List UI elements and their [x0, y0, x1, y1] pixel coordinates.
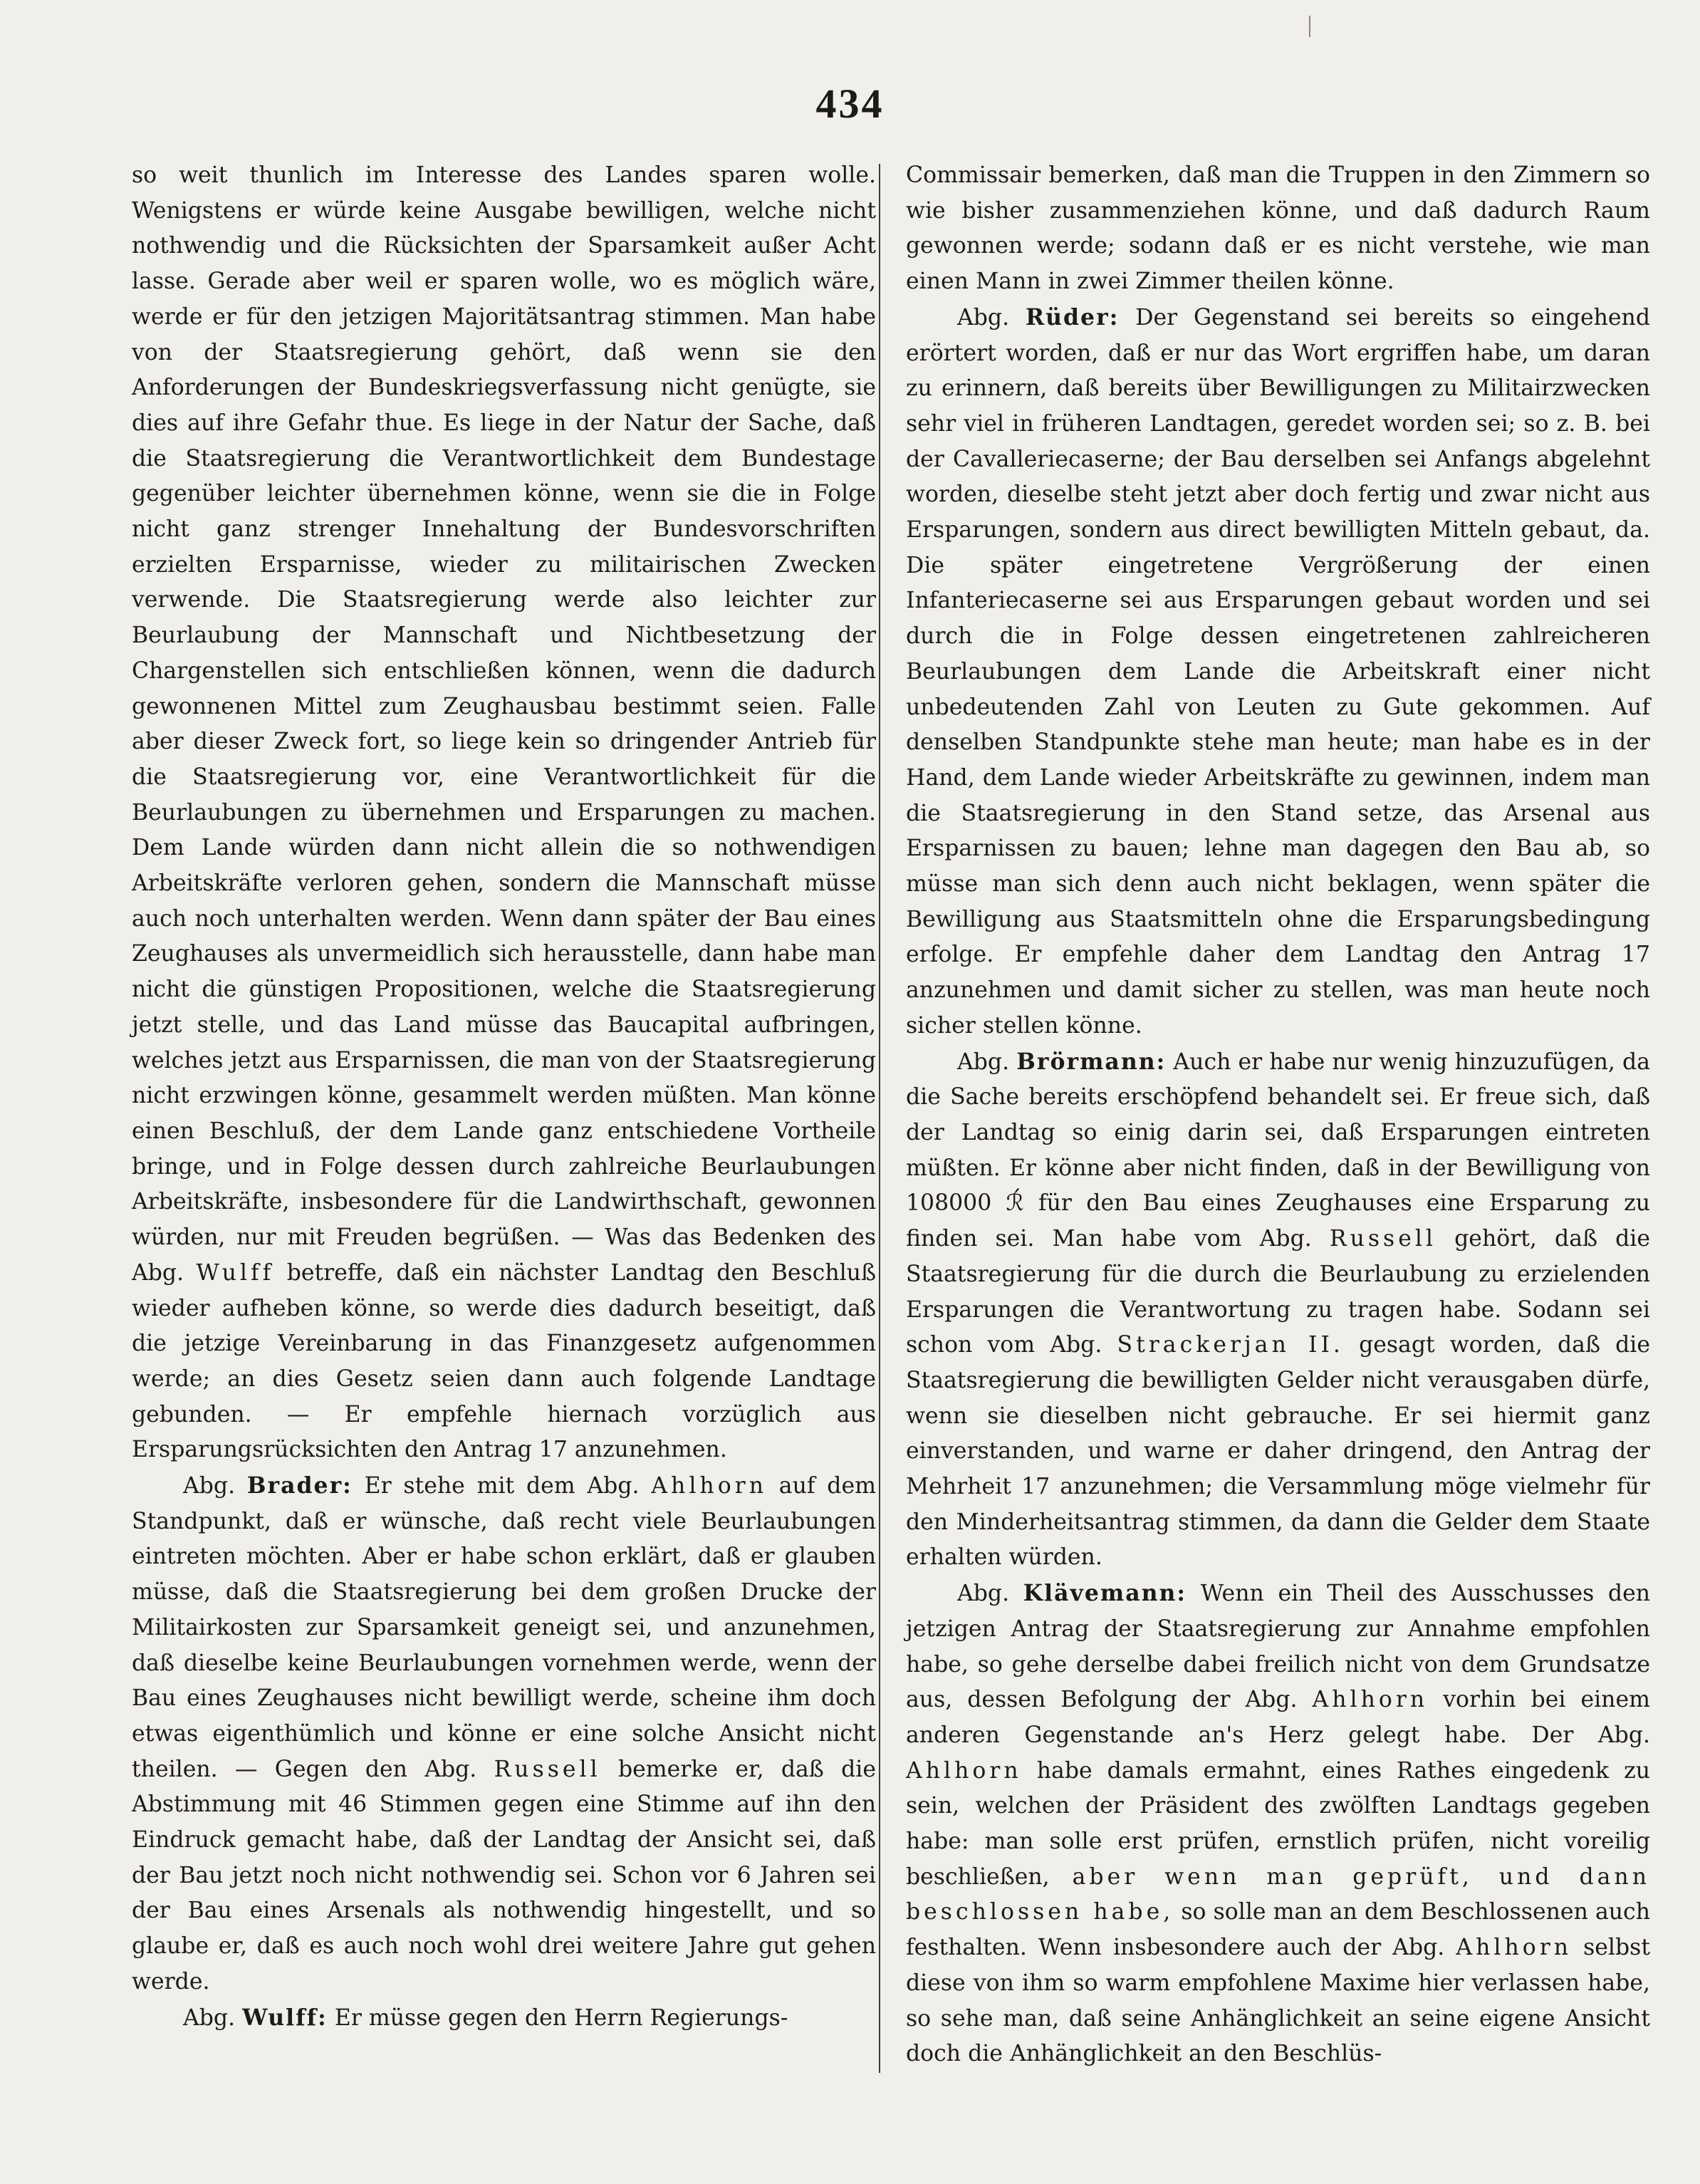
- left-paragraph-3: [132, 2000, 876, 2037]
- paragraph-text: auf dem Standpunkt, daß er wünsche, daß recht viele Beurlaubungen eintreten möchten. Aber er habe schon erklärt, daß er glauben müsse, daß die Staatsregierung bei dem großen Drucke der Militairkosten zur Sparsamkeit geneigt sei, und anzunehmen, daß dieselbe keine Beurlaubungen vornehmen werde, wenn der Bau eines Zeughauses nicht bewilligt werde, scheine ihm doch etwas eigenthümlich und könne er eine solche Ansicht nicht theilen. — Gegen den Abg.: [132, 1473, 876, 1782]
- paragraph-text: gehört, daß die Staatsregierung für die durch die Beurlaubung zu erzielenden Ersparungen die Verantwortung zu tragen habe. Sodann sei schon vom Abg.: [906, 1226, 1651, 1358]
- person-name: Ahlhorn: [1312, 1687, 1429, 1713]
- paragraph-text: Er müsse gegen den Herrn Regierungs-: [334, 2004, 788, 2031]
- person-name: Russell: [1329, 1226, 1437, 1252]
- left-paragraph-1: [132, 158, 876, 1468]
- paragraph-text: Er stehe mit dem Abg.: [364, 1473, 640, 1499]
- paragraph-text: habe damals ermahnt, eines Rathes eingedenk zu sein, welchen der Präsident des zwölften Landtags gegeben habe: man solle erst prüfen, ernstlich prüfen, nicht voreilig beschließen,: [906, 1757, 1650, 1890]
- speaker-name: Brader:: [246, 1472, 353, 1499]
- abbreviation: Abg.: [957, 1581, 1010, 1607]
- person-name: Strackerjan II.: [1117, 1332, 1344, 1358]
- person-name: Ahlhorn: [906, 1757, 1022, 1784]
- page-number: 434: [815, 80, 885, 127]
- abbreviation: Abg.: [957, 1049, 1010, 1075]
- paragraph-text: so weit thunlich im Interesse des Landes sparen wolle. Wenigstens er würde keine Ausgabe bewilligen, welche nicht nothwendig und die Rücksichten der Sparsamkeit außer Acht lasse. Gerade aber weil er sparen wolle, wo es möglich wäre, werde er für den jetzigen Majoritätsantrag stimmen. Man habe von der Staatsregierung gehört, daß wenn sie den Anforderungen der Bundeskriegsverfassung nicht genügte, sie dies auf ihre Gefahr thue. Es liege in der Natur der Sache, daß die Staatsregierung die Verantwortlichkeit dem Bundestage gegenüber leichter übernehmen könne, wenn sie die in Folge nicht ganz strenger Innehaltung der Bundesvorschriften erzielten Ersparnisse, wieder zu militairischen Zwecken verwende. Die Staatsregierung werde also leichter zur Beurlaubung der Mannschaft und Nichtbesetzung der Chargenstellen sich entschließen können, wenn die dadurch gewonnenen Mittel zum Zeughausbau bestimmt seien. Falle aber dieser Zweck fort, so liege kein so dringender Antrieb für die Staatsregierung vor, eine Verantwortlichkeit für die Beurlaubungen zu übernehmen und Ersparungen zu machen. Dem Lande würden dann nicht allein die so nothwendigen Arbeitskräfte verloren gehen, sondern die Mannschaft müsse auch noch unterhalten werden. Wenn dann später der Bau eines Zeughauses als unvermeidlich sich herausstelle, dann habe man nicht die günstigen Propositionen, welche die Staatsregierung jetzt stelle, und das Land müsse das Baucapital aufbringen, welches jetzt aus Ersparnissen, die man von der Staatsregierung nicht erzwingen könne, gesammelt werden müßten. Man könne einen Beschluß, der dem Lande ganz entschiedene Vortheile bringe, und in Folge dessen durch zahlreiche Beurlaubungen Arbeitskräfte, insbesondere für die Landwirthschaft, gewonnen würden, nur mit Freuden begrüßen. — Was das Bedenken des Abg.: [132, 162, 876, 1286]
- emphasized-text: aber wenn man geprüft, und dann beschlossen habe,: [906, 1863, 1651, 1925]
- person-name: Ahlhorn: [1456, 1935, 1573, 1961]
- abbreviation: Abg.: [957, 304, 1010, 331]
- abbreviation: Abg.: [183, 1473, 236, 1499]
- right-paragraph-2: [906, 300, 1650, 1044]
- speaker-name: Rüder:: [1025, 303, 1120, 331]
- right-paragraph-1: [906, 158, 1650, 300]
- person-name: Russell: [494, 1756, 601, 1782]
- paragraph-text: vorhin bei einem anderen Gegenstande an's Herz gelegt habe. Der Abg.: [906, 1687, 1650, 1748]
- paragraph-text: selbst diese von ihm so warm empfohlene Maxime hier verlassen habe, so sehe man, daß seine Anhänglichkeit an seine eigene Ansicht doch die Anhänglichkeit an den Beschlüs-: [906, 1935, 1650, 2067]
- left-column: [132, 158, 876, 2036]
- paragraph-text: betreffe, daß ein nächster Landtag den Beschluß wieder aufheben könne, so werde dies dadurch beseitigt, daß die jetzige Vereinbarung in das Finanzgesetz aufgenommen werde; an dies Gesetz seien dann auch folgende Landtage gebunden. — Er empfehle hiernach vorzüglich aus Ersparungsrücksichten den Antrag 17 anzunehmen.: [132, 1259, 877, 1463]
- column-divider: [879, 164, 880, 2073]
- paragraph-text: Der Gegenstand sei bereits so eingehend erörtert worden, daß er nur das Wort ergriffen habe, um daran zu erinnern, daß bereits über Bewilligungen zu Militairzwecken sehr viel in früheren Landtagen, geredet worden sei; so z. B. bei der Cavalleriecaserne; der Bau derselben sei Anfangs abgelehnt worden, dieselbe steht jetzt aber doch fertig und zwar nicht aus Ersparungen, sondern aus direct bewilligten Mitteln gebaut, da. Die später eingetretene Vergrößerung der einen Infanteriecaserne sei aus Ersparungen gebaut worden und sei durch die in Folge dessen eingetretenen zahlreicheren Beurlaubungen dem Lande die Arbeitskraft einer nicht unbedeutenden Zahl von Leuten zu Gute gekommen. Auf denselben Standpunkte stehe man heute; man habe es in der Hand, dem Lande wieder Arbeitskräfte zu gewinnen, indem man die Staatsregierung in den Stand setze, das Arsenal aus Ersparnissen zu bauen; lehne man dagegen den Bau ab, so müsse man sich denn auch nicht beklagen, wenn später die Bewilligung aus Staatsmitteln ohne die Ersparungsbedingung erfolge. Er empfehle daher dem Landtag den Antrag 17 anzunehmen und damit sicher zu stellen, was man heute noch sicher stellen könne.: [906, 304, 1650, 1039]
- paragraph-text: bemerke er, daß die Abstimmung mit 46 Stimmen gegen eine Stimme auf ihn den Eindruck gemacht habe, daß der Landtag der Ansicht sei, daß der Bau jetzt noch nicht nothwendig sei. Schon vor 6 Jahren sei der Bau eines Arsenals als nothwendig hingestellt, und so glaube er, daß es auch noch wohl drei weitere Jahre gut gehen werde.: [132, 1756, 876, 1995]
- right-paragraph-4: [906, 1576, 1650, 2072]
- paragraph-text: so solle man an dem Beschlossenen auch festhalten. Wenn insbesondere auch der Abg.: [906, 1899, 1650, 1961]
- paragraph-text: gesagt worden, daß die Staatsregierung die bewilligten Gelder nicht verausgaben dürfe, wenn sie dieselben nicht gebrauche. Er sei hiermit ganz einverstanden, und warne er daher dringend, den Antrag der Mehrheit 17 anzunehmen; die Versammlung möge vielmehr für den Minderheitsantrag stimmen, da dann die Gelder dem Staate erhalten würden.: [906, 1332, 1651, 1571]
- right-column: [906, 158, 1650, 2072]
- person-name: Ahlhorn: [651, 1473, 768, 1499]
- speaker-name: Brörmann:: [1016, 1048, 1167, 1075]
- person-name: Wulff: [196, 1259, 275, 1286]
- speaker-name: Klävemann:: [1023, 1580, 1187, 1607]
- paragraph-text: Auch er habe nur wenig hinzuzufügen, da die Sache bereits erschöpfend behandelt sei. Er freue sich, daß der Landtag so einig darin sei, daß Ersparungen eintreten müßten. Er könne aber nicht finden, daß in der Bewilligung von 108000 ℛ́ für den Bau eines Zeughauses eine Ersparung zu finden sei. Man habe vom Abg.: [906, 1049, 1651, 1252]
- abbreviation: Abg.: [183, 2004, 236, 2031]
- left-paragraph-2: [132, 1468, 876, 2000]
- speaker-name: Wulff:: [242, 2004, 328, 2031]
- margin-mark: [1309, 16, 1310, 37]
- paragraph-text: Wenn ein Theil des Ausschusses den jetzigen Antrag der Staatsregierung zur Annahme empfohlen habe, so gehe derselbe dabei freilich nicht von dem Grundsatze aus, dessen Befolgung der Abg.: [906, 1581, 1651, 1713]
- paragraph-text: Commissair bemerken, daß man die Truppen in den Zimmern so wie bisher zusammenziehen könne, und daß dadurch Raum gewonnen werde; sodann daß er es nicht verstehe, wie man einen Mann in zwei Zimmer theilen könne.: [906, 162, 1650, 295]
- right-paragraph-3: [906, 1044, 1650, 1576]
